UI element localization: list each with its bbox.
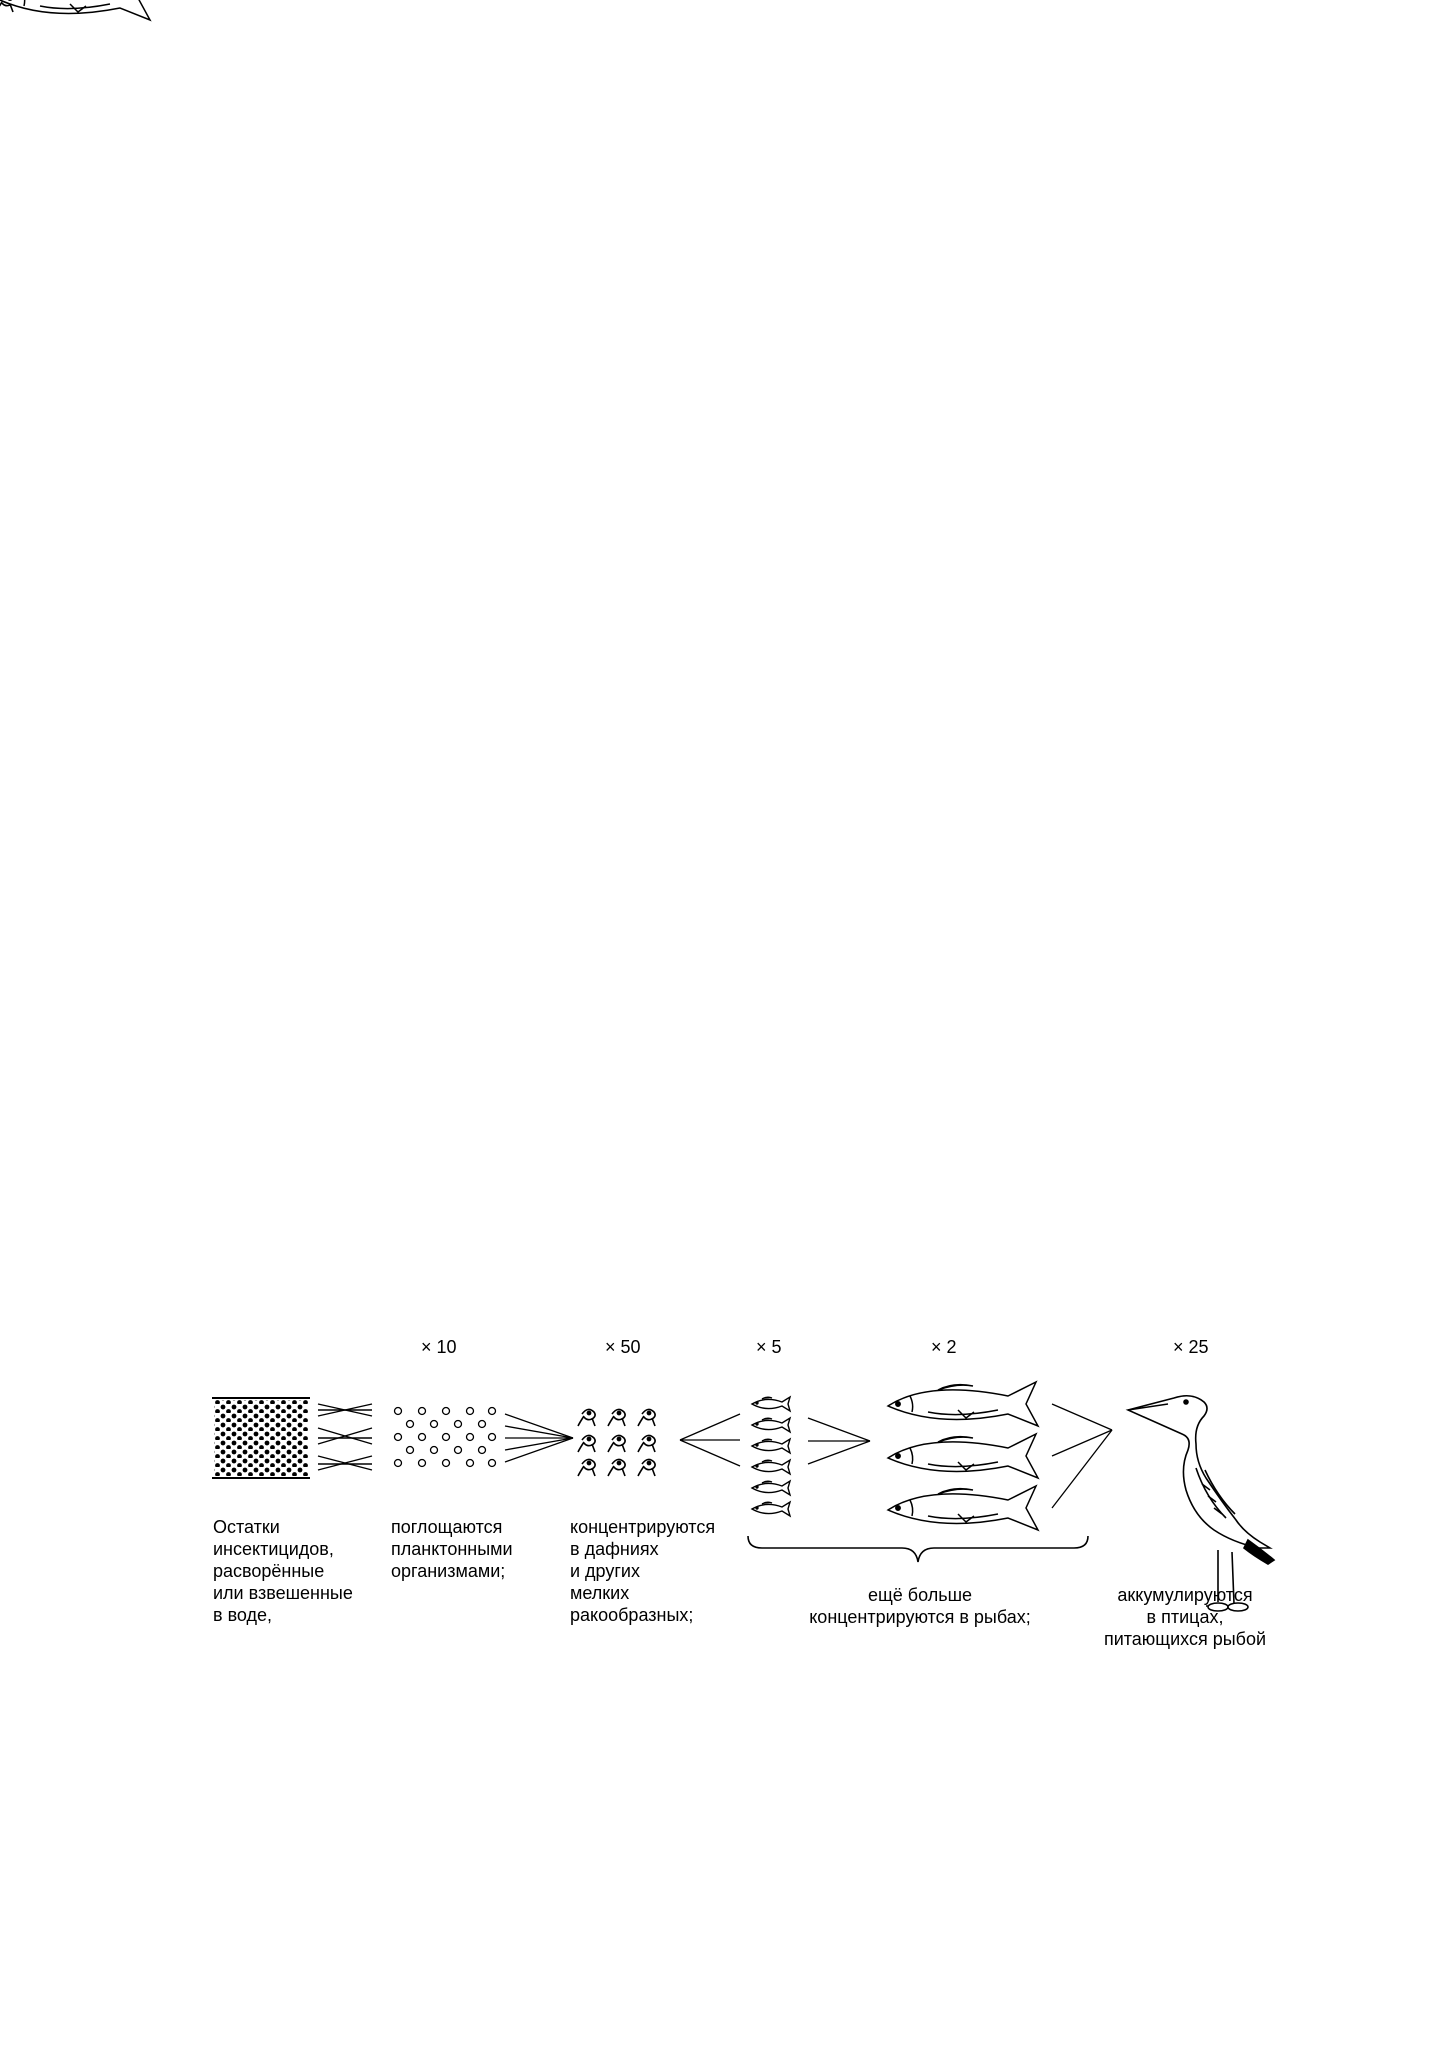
daphnia-icon [0,0,655,1476]
water-dots-icon [212,1398,310,1478]
multiplier-small-fish: × 5 [756,1337,782,1357]
caption-daphnia: концентрируются в дафниях и других мелких ракообразных; [570,1517,716,1625]
arrows-small-fish-to-large-fish [808,1418,870,1464]
caption-plankton: поглощаются планктонными организмами; [391,1517,513,1581]
fish-brace [748,1536,1088,1562]
caption-water: Остатки инсектицидов, расворённые или взвешенные в воде, [213,1517,353,1625]
small-fish-icon [0,0,790,1516]
multiplier-plankton: × 10 [421,1337,457,1357]
arrows-water-to-plankton [318,1404,372,1470]
plankton-icon [395,1408,496,1467]
multiplier-birds: × 25 [1173,1337,1209,1357]
arrows-daphnia-to-small-fish [680,1414,740,1466]
arrows-plankton-to-daphnia [505,1414,573,1462]
caption-fish: ещё больше концентрируются в рыбах; [809,1585,1031,1627]
multiplier-daphnia: × 50 [605,1337,641,1357]
arrows-fish-to-bird [1052,1404,1112,1508]
heron-icon [1128,1396,1274,1611]
caption-birds: аккумулируются в птицах, питающихся рыбой [1103,1585,1267,1649]
multiplier-large-fish: × 2 [931,1337,957,1357]
